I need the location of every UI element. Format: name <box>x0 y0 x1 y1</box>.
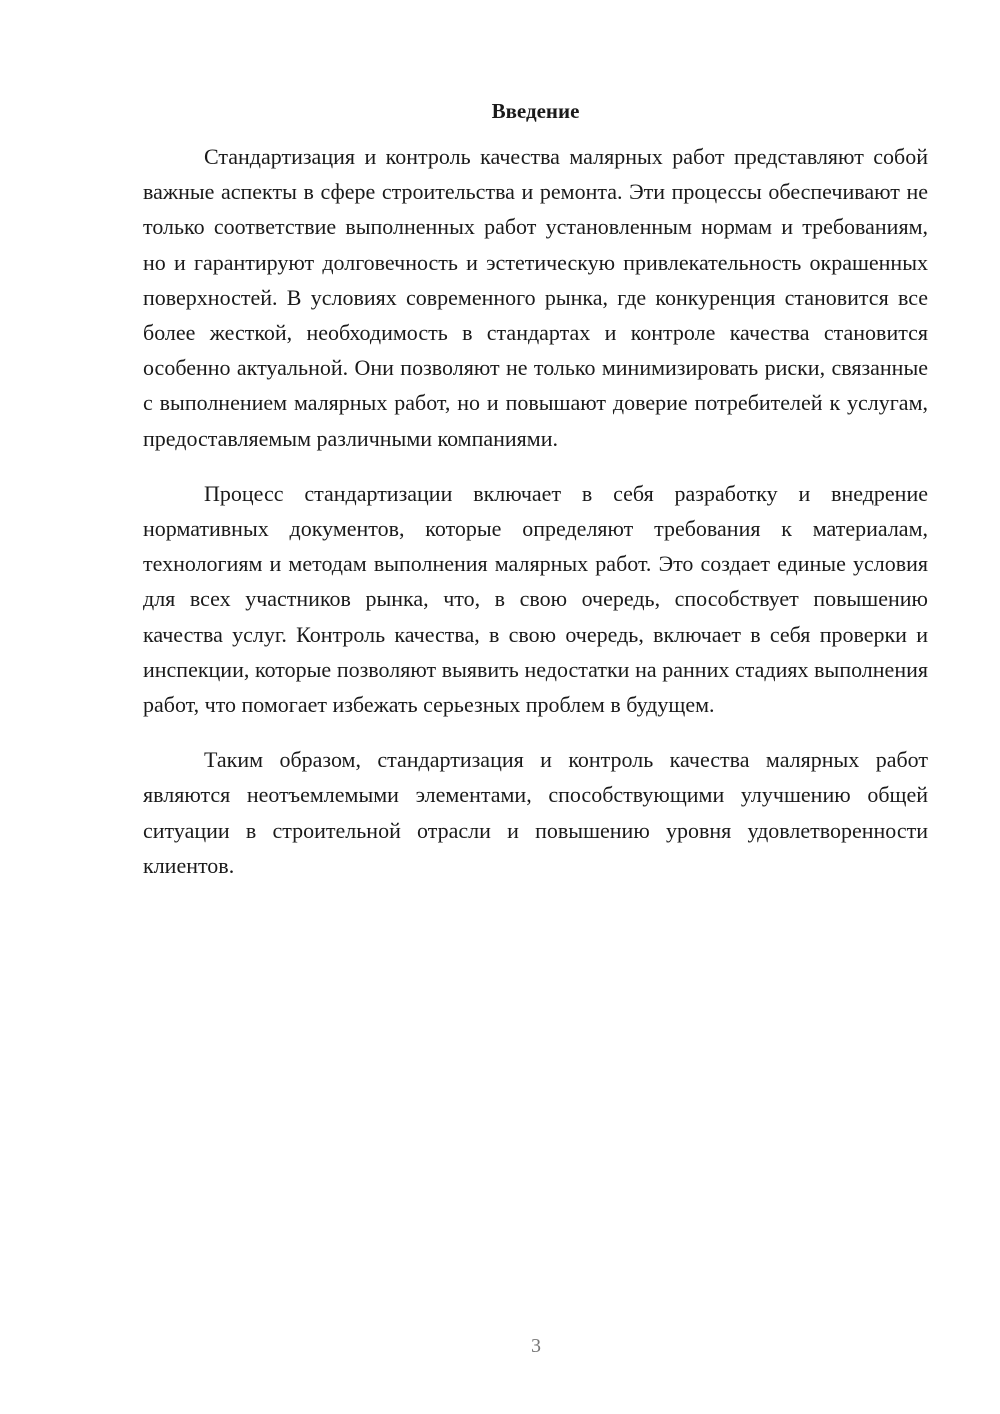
paragraph-3: Таким образом, стандартизация и контроль качества малярных работ являются неотъемлемыми элементами, способствующими улучшению общей ситуации в строительной отрасли и повышению уровня удовлетворенности клиентов. <box>143 747 928 878</box>
paragraph-1: Стандартизация и контроль качества малярных работ представляют собой важные аспекты в сфере строительства и ремонта. Эти процессы обеспечивают не только соответствие выполненных работ установленным нормам и требованиям, но и гарантируют долговечность и эстетическую привлекательность окрашенных поверхностей. В условиях современного рынка, где конкуренция становится все более жесткой, необходимость в стандартах и контроле качества становится особенно актуальной. Они позволяют не только минимизировать риски, связанные с выполнением малярных работ, но и повышают доверие потребителей к услугам, предоставляемым различными компаниями. <box>143 144 928 451</box>
section-heading: Введение <box>491 99 580 123</box>
page-content <box>143 96 928 903</box>
paragraph-2: Процесс стандартизации включает в себя разработку и внедрение нормативных документов, которые определяют требования к материалам, технологиям и методам выполнения малярных работ. Это создает единые условия для всех участников рынка, что, в свою очередь, способствует повышению качества услуг. Контроль качества, в свою очередь, включает в себя проверки и инспекции, которые позволяют выявить недостатки на ранних стадиях выполнения работ, что помогает избежать серьезных проблем в будущем. <box>143 480 928 718</box>
page-number: 3 <box>531 1335 541 1357</box>
